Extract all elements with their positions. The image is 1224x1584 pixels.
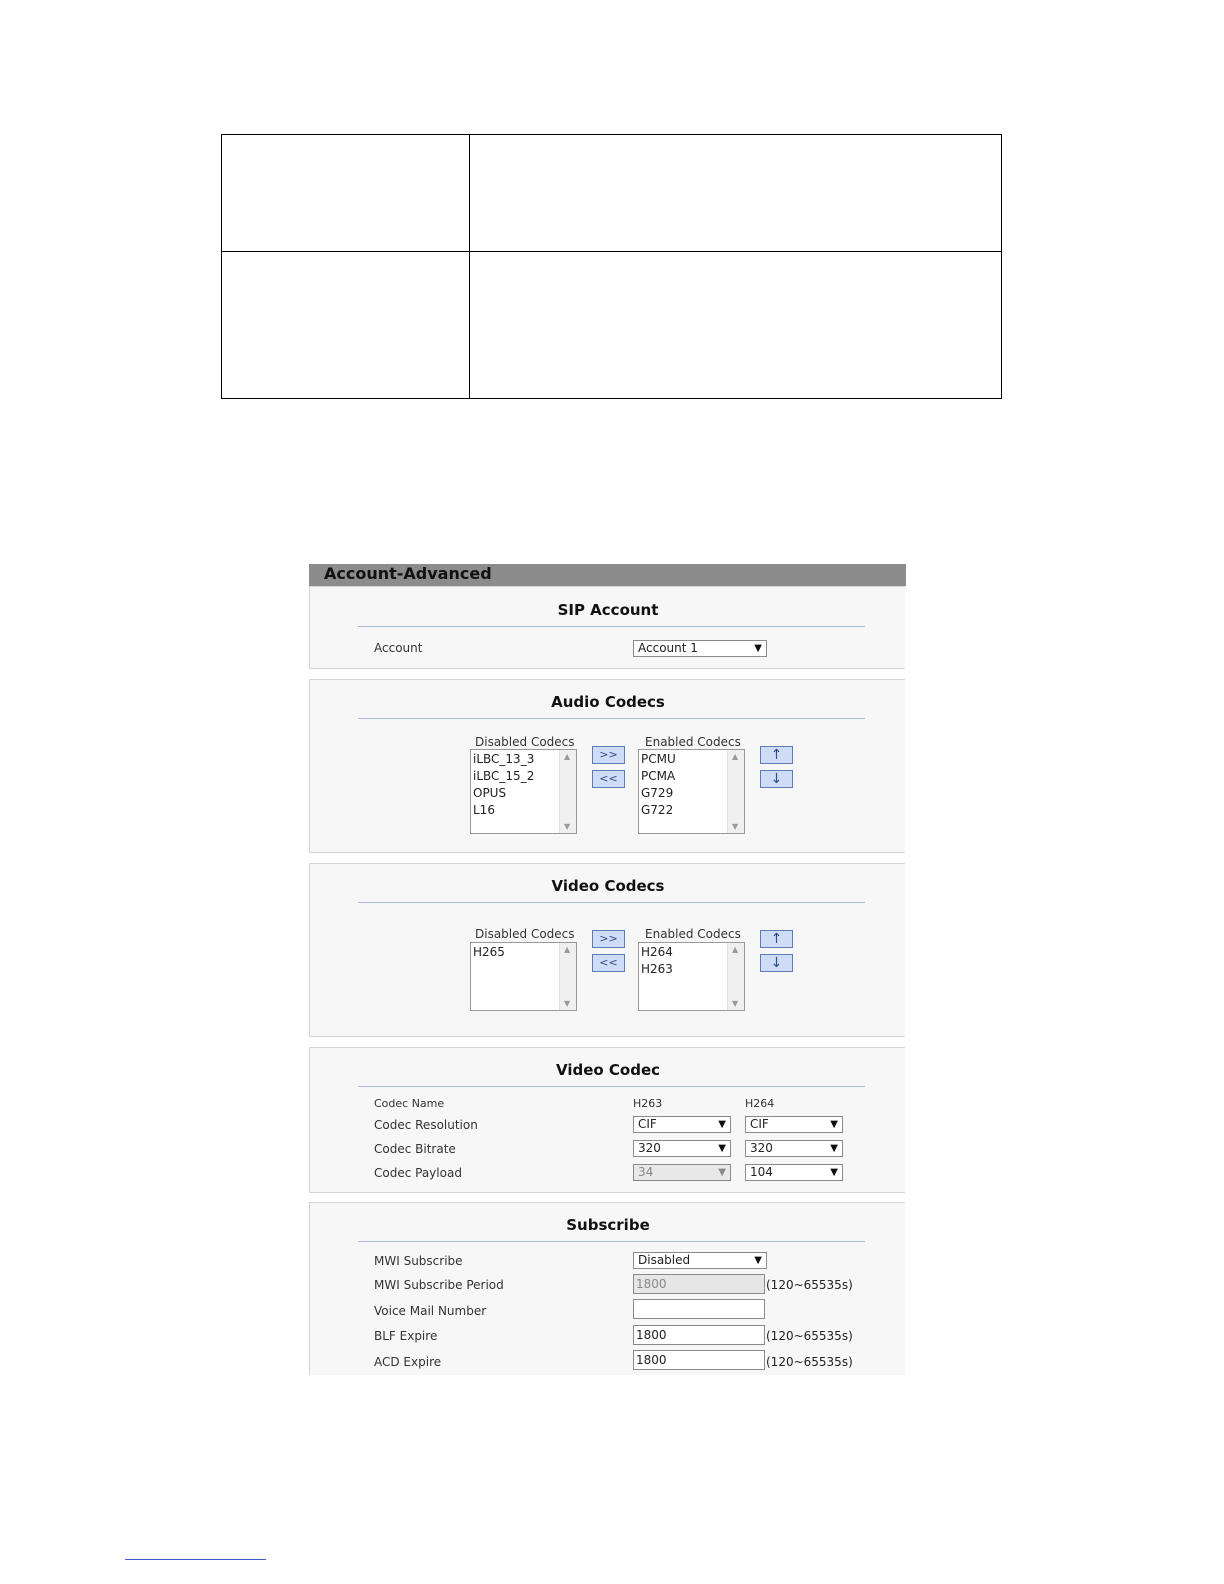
footnote-separator — [125, 1559, 266, 1560]
disabled-codecs-label: Disabled Codecs — [475, 927, 575, 941]
select-value: CIF — [638, 1117, 657, 1131]
h263-payload-select — [633, 1164, 731, 1181]
subscribe-section — [309, 1202, 905, 1375]
list-item[interactable]: G722 — [641, 803, 674, 817]
list-item[interactable]: L16 — [473, 803, 495, 817]
list-item[interactable]: iLBC_15_2 — [473, 769, 535, 783]
disabled-video-codecs-list[interactable] — [470, 942, 577, 1011]
h263-bitrate-select[interactable] — [633, 1140, 731, 1157]
select-value: 34 — [638, 1165, 654, 1179]
video-codec-section — [309, 1047, 905, 1193]
section-title: Audio Codecs — [551, 693, 665, 711]
audio-codecs-section — [309, 679, 905, 853]
account-advanced-panel — [309, 564, 906, 1375]
list-item[interactable]: OPUS — [473, 786, 507, 800]
table-cell — [222, 252, 470, 399]
scroll-up-icon[interactable]: ▲ — [732, 752, 739, 761]
chevron-down-icon: ▼ — [718, 1167, 726, 1178]
chevron-down-icon: ▼ — [830, 1167, 838, 1178]
list-item[interactable]: H264 — [641, 945, 673, 959]
table-row — [222, 252, 1002, 399]
scroll-down-icon[interactable]: ▼ — [732, 822, 739, 831]
section-divider — [358, 1241, 865, 1242]
h263-column-header: H263 — [633, 1097, 663, 1110]
doc-table — [221, 134, 1002, 399]
enabled-codecs-label: Enabled Codecs — [645, 735, 741, 749]
select-value: CIF — [750, 1117, 769, 1131]
list-item[interactable]: H263 — [641, 962, 673, 976]
select-value: 104 — [750, 1165, 773, 1179]
list-item[interactable]: H265 — [473, 945, 505, 959]
blf-expire-input[interactable]: 1800 — [633, 1325, 765, 1345]
enabled-codecs-label: Enabled Codecs — [645, 927, 741, 941]
h263-resolution-select[interactable] — [633, 1116, 731, 1133]
range-hint: (120~65535s) — [766, 1329, 853, 1343]
list-item[interactable]: PCMU — [641, 752, 676, 766]
disable-codec-button[interactable]: << — [592, 954, 625, 972]
h264-resolution-select[interactable] — [745, 1116, 843, 1133]
move-up-button[interactable]: ↑ — [760, 746, 793, 764]
section-title: Subscribe — [566, 1216, 650, 1234]
mwi-subscribe-select[interactable] — [633, 1252, 767, 1269]
sip-account-section — [309, 586, 905, 669]
video-codecs-section — [309, 863, 905, 1037]
select-value: Disabled — [638, 1253, 691, 1267]
codec-bitrate-label: Codec Bitrate — [374, 1142, 456, 1156]
acd-expire-label: ACD Expire — [374, 1355, 442, 1369]
enabled-video-codecs-list[interactable] — [638, 942, 745, 1011]
chevron-down-icon: ▼ — [754, 643, 762, 654]
h264-bitrate-select[interactable] — [745, 1140, 843, 1157]
section-divider — [358, 626, 865, 627]
codec-name-label: Codec Name — [374, 1097, 445, 1110]
chevron-down-icon: ▼ — [718, 1119, 726, 1130]
scroll-up-icon[interactable]: ▲ — [732, 945, 739, 954]
chevron-down-icon: ▼ — [830, 1119, 838, 1130]
codec-resolution-label: Codec Resolution — [374, 1118, 478, 1132]
select-value: 320 — [638, 1141, 661, 1155]
section-divider — [358, 1086, 865, 1087]
disabled-audio-codecs-list[interactable] — [470, 749, 577, 834]
voice-mail-number-label: Voice Mail Number — [374, 1304, 487, 1318]
scroll-down-icon[interactable]: ▼ — [564, 822, 571, 831]
panel-header — [309, 564, 906, 586]
account-label: Account — [374, 641, 423, 655]
section-title: Video Codecs — [551, 877, 665, 895]
enabled-audio-codecs-list[interactable] — [638, 749, 745, 834]
table-row — [222, 135, 1002, 252]
chevron-down-icon: ▼ — [754, 1255, 762, 1266]
range-hint: (120~65535s) — [766, 1278, 853, 1292]
range-hint: (120~65535s) — [766, 1355, 853, 1369]
enable-codec-button[interactable]: >> — [592, 930, 625, 948]
section-title: SIP Account — [557, 601, 659, 619]
voice-mail-number-input[interactable] — [633, 1299, 765, 1319]
h264-column-header: H264 — [745, 1097, 775, 1110]
move-down-button[interactable]: ↓ — [760, 954, 793, 972]
codec-payload-label: Codec Payload — [374, 1166, 462, 1180]
scrollbar[interactable] — [559, 943, 576, 1010]
move-up-button[interactable]: ↑ — [760, 930, 793, 948]
section-title: Video Codec — [555, 1061, 661, 1079]
chevron-down-icon: ▼ — [718, 1143, 726, 1154]
mwi-subscribe-label: MWI Subscribe — [374, 1254, 463, 1268]
disable-codec-button[interactable]: << — [592, 770, 625, 788]
table-cell — [222, 135, 470, 252]
section-divider — [358, 902, 865, 903]
enable-codec-button[interactable]: >> — [592, 746, 625, 764]
section-divider — [358, 718, 865, 719]
scrollbar[interactable] — [727, 943, 744, 1010]
scroll-up-icon[interactable]: ▲ — [564, 752, 571, 761]
select-value: 320 — [750, 1141, 773, 1155]
h264-payload-select[interactable] — [745, 1164, 843, 1181]
panel-title: Account-Advanced — [324, 564, 492, 583]
table-cell — [470, 252, 1002, 399]
acd-expire-input[interactable]: 1800 — [633, 1350, 765, 1370]
table-cell — [470, 135, 1002, 252]
account-select[interactable] — [633, 640, 767, 657]
scrollbar[interactable] — [727, 750, 744, 833]
move-down-button[interactable]: ↓ — [760, 770, 793, 788]
list-item[interactable]: G729 — [641, 786, 674, 800]
list-item[interactable]: PCMA — [641, 769, 676, 783]
scrollbar[interactable] — [559, 750, 576, 833]
mwi-subscribe-period-label: MWI Subscribe Period — [374, 1278, 504, 1292]
scroll-down-icon[interactable]: ▼ — [732, 999, 739, 1008]
scroll-down-icon[interactable]: ▼ — [564, 999, 571, 1008]
blf-expire-label: BLF Expire — [374, 1329, 438, 1343]
disabled-codecs-label: Disabled Codecs — [475, 735, 575, 749]
chevron-down-icon: ▼ — [830, 1143, 838, 1154]
list-item[interactable]: iLBC_13_3 — [473, 752, 535, 766]
scroll-up-icon[interactable]: ▲ — [564, 945, 571, 954]
account-select-value: Account 1 — [638, 641, 698, 655]
mwi-subscribe-period-input: 1800 — [633, 1274, 765, 1294]
